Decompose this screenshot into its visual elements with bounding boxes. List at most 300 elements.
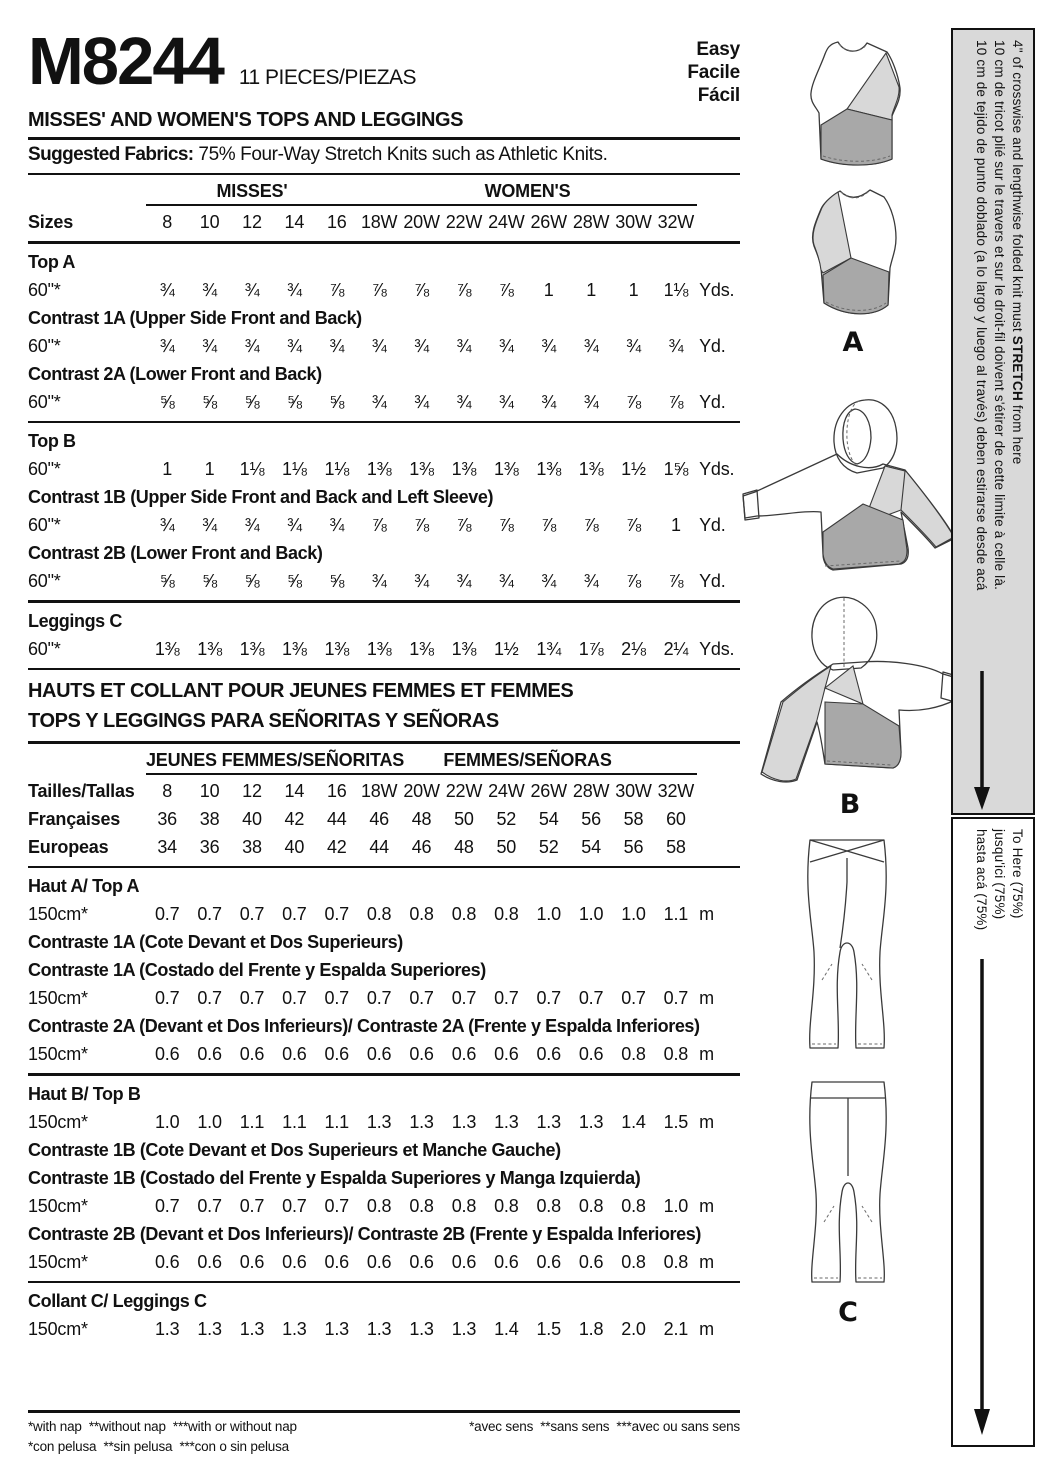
yardage-value: 2⅛ <box>621 638 646 659</box>
garment-section-heading: Top A <box>28 251 75 272</box>
yardage-unit: m <box>699 988 714 1008</box>
yardage-value: 1.3 <box>409 1319 434 1339</box>
yardage-value: 0.6 <box>494 1251 519 1272</box>
yardage-value: 0.7 <box>324 904 349 924</box>
divider <box>28 421 740 424</box>
yardage-value: ⅞ <box>414 279 429 300</box>
yardage-value: 1⅜ <box>154 638 180 659</box>
yardage-value: 1.3 <box>451 1111 477 1132</box>
yardage-value: 1⅜ <box>451 638 477 659</box>
yardage-value: 2.0 <box>621 1319 646 1339</box>
yardage-value: 1.3 <box>282 1319 307 1339</box>
yardage-value: 1.3 <box>536 1111 561 1132</box>
yardage-value: 0.6 <box>154 1251 180 1272</box>
yardage-value: ¾ <box>414 571 429 591</box>
yardage-value: ⅝ <box>329 571 345 591</box>
yardage-value: ¾ <box>329 335 345 356</box>
size-row <box>28 833 740 861</box>
yardage-value: ¾ <box>541 335 557 356</box>
yardage-row <box>28 332 740 360</box>
yardage-value: 1⅜ <box>536 459 562 479</box>
yardage-value: ¾ <box>414 391 429 412</box>
yardage-row <box>28 388 740 416</box>
yardage-row <box>28 1192 740 1220</box>
yardage-value: 0.7 <box>197 1195 222 1216</box>
size-row <box>28 805 740 833</box>
size-value: 18W <box>360 780 398 801</box>
yardage-value: ¾ <box>202 335 217 356</box>
yardage-value: 0.7 <box>154 988 180 1008</box>
size-value: 40 <box>242 808 262 829</box>
yardage-value: 0.7 <box>282 988 307 1008</box>
garment-section-heading: Collant C/ Leggings C <box>28 1291 207 1311</box>
size-value: 10 <box>199 212 220 232</box>
garment-section-heading: Leggings C <box>28 610 122 631</box>
yardage-value: 0.6 <box>494 1044 519 1064</box>
figure-label-b: B <box>839 789 861 820</box>
yardage-value: 0.8 <box>663 1251 689 1272</box>
size-value: 14 <box>284 780 305 801</box>
yardage-value: ¾ <box>244 515 260 535</box>
yardage-value: ¾ <box>202 279 217 300</box>
size-value: 48 <box>454 836 474 857</box>
yardage-value: ⅝ <box>159 571 175 591</box>
yardage-value: ⅞ <box>668 391 684 412</box>
size-value: 54 <box>538 808 559 829</box>
yardage-value: ⅝ <box>244 391 260 412</box>
yardage-value: 0.8 <box>536 1195 561 1216</box>
yardage-value: 1.1 <box>663 904 689 924</box>
size-value: 42 <box>326 836 347 857</box>
yardage-value: 0.6 <box>154 1044 180 1064</box>
yardage-value: 1.4 <box>621 1111 646 1132</box>
yardage-table-metric <box>28 748 740 1344</box>
yardage-value: 2¼ <box>663 638 689 659</box>
to-here-text <box>953 819 1033 984</box>
garment-section-heading: Contraste 1B (Costado del Frente y Espalda Superiores y Manga Izquierda) <box>28 1167 641 1188</box>
size-value: 36 <box>157 808 177 829</box>
fabric-width-label: 60"* <box>28 459 61 479</box>
yardage-value: 1⅜ <box>239 638 265 659</box>
top-a-illustration <box>782 30 924 322</box>
yardage-value: ⅞ <box>498 279 514 300</box>
yardage-value: 0.6 <box>536 1044 561 1064</box>
yardage-value: 1.3 <box>197 1319 222 1339</box>
leggings-c-illustration <box>766 830 930 1292</box>
yardage-value: ¾ <box>159 335 175 356</box>
yardage-value: 0.7 <box>282 1195 307 1216</box>
footnote-english: *with nap **without nap ***with or without nap <box>28 1418 297 1434</box>
fabric-width-label: 60"* <box>28 335 61 356</box>
yardage-value: 0.8 <box>409 904 434 924</box>
yardage-value: ⅞ <box>498 515 514 535</box>
fabric-width-label: 150cm* <box>28 1319 88 1339</box>
yardage-value: ¾ <box>498 571 514 591</box>
garment-section-heading: Contrast 2A (Lower Front and Back) <box>28 363 322 384</box>
divider <box>28 241 740 244</box>
yardage-value: 0.8 <box>451 1195 477 1216</box>
yardage-value: 0.7 <box>578 988 604 1008</box>
stretch-from-arrow-icon <box>973 671 991 811</box>
garment-section-heading: Contraste 1A (Cote Devant et Dos Superieurs) <box>28 932 403 952</box>
size-group-label: FEMMES/SEÑORAS <box>358 748 697 775</box>
yardage-value: 1⅜ <box>324 638 350 659</box>
divider <box>28 1073 740 1076</box>
yardage-value: 0.7 <box>409 988 434 1008</box>
to-here-box <box>951 817 1035 1447</box>
size-value: 46 <box>411 836 432 857</box>
yardage-value: 1¾ <box>536 638 562 659</box>
size-value: 20W <box>403 212 440 232</box>
size-value: 58 <box>666 836 686 857</box>
divider <box>28 1281 740 1284</box>
size-value: 56 <box>581 808 601 829</box>
yardage-value: 1.0 <box>578 904 604 924</box>
yardage-value: ¾ <box>244 335 260 356</box>
garment-section-heading: Haut B/ Top B <box>28 1083 141 1104</box>
page-title: MISSES' AND WOMEN'S TOPS AND LEGGINGS <box>28 109 464 131</box>
size-value: 54 <box>581 836 601 857</box>
title-spanish: TOPS Y LEGGINGS PARA SEÑORITAS Y SEÑORAS <box>28 710 499 732</box>
garment-section-heading: Contrast 1A (Upper Side Front and Back) <box>28 307 362 328</box>
yardage-value: 0.6 <box>578 1251 604 1272</box>
figure-label-a: A <box>842 327 864 358</box>
yardage-row <box>28 455 740 483</box>
figure-leggings-c <box>766 830 930 1328</box>
divider <box>28 668 740 671</box>
yardage-value: 0.6 <box>239 1251 265 1272</box>
garment-section-heading: Top B <box>28 431 76 451</box>
stretch-instruction-box <box>951 28 1035 815</box>
size-value: 40 <box>284 836 305 857</box>
yardage-value: 0.7 <box>324 1195 349 1216</box>
yardage-value: 0.7 <box>451 988 477 1008</box>
size-value: 24W <box>488 212 525 232</box>
yardage-value: 0.7 <box>663 988 689 1008</box>
divider <box>28 1410 740 1413</box>
yardage-row <box>28 276 740 304</box>
yardage-value: ⅝ <box>329 391 345 412</box>
yardage-value: 1⅛ <box>663 279 689 300</box>
yardage-value: 1⅛ <box>324 459 350 479</box>
yardage-value: 1⅜ <box>197 638 222 659</box>
yardage-value: 1.3 <box>324 1319 349 1339</box>
garment-section-heading: Contrast 1B (Upper Side Front and Back and Left Sleeve) <box>28 487 494 507</box>
yardage-row <box>28 635 740 663</box>
yardage-unit: m <box>699 904 714 924</box>
yardage-unit: m <box>699 1195 714 1216</box>
yardage-value: 0.7 <box>282 904 307 924</box>
fabrics-text: 75% Four-Way Stretch Knits such as Athletic Knits. <box>193 143 608 165</box>
yardage-value: 1.0 <box>663 1195 689 1216</box>
size-value: 58 <box>623 808 644 829</box>
yardage-value: ¾ <box>329 515 345 535</box>
figure-label-c: C <box>838 1297 858 1328</box>
yardage-unit: m <box>699 1044 714 1064</box>
yardage-value: ¾ <box>244 279 260 300</box>
yardage-value: 1.5 <box>536 1319 561 1339</box>
suggested-fabrics <box>28 144 740 166</box>
yardage-value: 1⅜ <box>282 638 307 659</box>
yardage-value: ¾ <box>371 335 387 356</box>
yardage-value: 1⅜ <box>366 638 392 659</box>
yardage-value: 1.3 <box>366 1319 392 1339</box>
yardage-value: 0.8 <box>621 1195 646 1216</box>
yardage-value: 0.6 <box>197 1044 222 1064</box>
yardage-value: ⅞ <box>541 515 557 535</box>
yardage-value: 1⅞ <box>578 638 604 659</box>
yardage-value: ⅞ <box>626 391 641 412</box>
size-value: 16 <box>326 212 347 232</box>
size-value: 14 <box>284 212 305 232</box>
yardage-value: ¾ <box>159 515 175 535</box>
yardage-value: ¾ <box>202 515 217 535</box>
yardage-value: 0.6 <box>409 1251 434 1272</box>
yardage-value: ⅞ <box>456 279 472 300</box>
yardage-value: 0.7 <box>366 988 392 1008</box>
difficulty-es: Fácil <box>697 85 740 106</box>
footnote-french: *avec sens **sans sens ***avec ou sans sens <box>469 1418 740 1434</box>
yardage-value: 0.8 <box>494 1195 519 1216</box>
divider <box>28 600 740 603</box>
garment-section-heading: Contrast 2B (Lower Front and Back) <box>28 543 323 563</box>
yardage-value: ⅝ <box>286 391 302 412</box>
yardage-value: 0.6 <box>451 1251 477 1272</box>
yardage-unit: Yds. <box>699 638 735 659</box>
figure-top-a <box>782 30 924 358</box>
size-value: 50 <box>454 808 474 829</box>
fabric-width-label: 60"* <box>28 638 61 659</box>
to-here-es: hasta acá (75%) <box>974 829 989 931</box>
yardage-value: 0.8 <box>409 1195 434 1216</box>
yardage-value: ¾ <box>371 571 387 591</box>
fabric-width-label: 150cm* <box>28 904 88 924</box>
yardage-value: 1⅝ <box>663 459 689 479</box>
size-value: 8 <box>162 780 173 801</box>
yardage-value: 1.0 <box>621 904 646 924</box>
yardage-value: ⅝ <box>286 571 302 591</box>
size-value: 24W <box>488 780 525 801</box>
footnotes <box>28 1405 740 1457</box>
size-value: 30W <box>615 212 652 232</box>
yardage-value: ¾ <box>583 571 599 591</box>
size-value: 22W <box>445 212 483 232</box>
fabric-width-label: 60"* <box>28 391 61 412</box>
divider <box>28 741 740 744</box>
yardage-value: 1 <box>543 279 554 300</box>
yardage-unit: m <box>699 1111 714 1132</box>
yardage-value: 0.7 <box>197 988 222 1008</box>
yardage-value: 0.6 <box>324 1044 349 1064</box>
difficulty-labels <box>687 24 740 107</box>
yardage-value: 1.3 <box>409 1111 434 1132</box>
yardage-value: ¾ <box>414 335 429 356</box>
size-group-label: WOMEN'S <box>358 179 697 206</box>
yardage-value: 1⅜ <box>409 459 434 479</box>
yardage-value: 0.8 <box>621 1044 646 1064</box>
size-value: 12 <box>242 780 262 801</box>
garment-section-heading: Contraste 1A (Costado del Frente y Espalda Superiores) <box>28 960 486 980</box>
yardage-value: ⅝ <box>159 391 175 412</box>
yardage-value: ¾ <box>159 279 175 300</box>
fabric-width-label: 150cm* <box>28 1251 88 1272</box>
yardage-value: 1⅜ <box>409 638 434 659</box>
yardage-unit: Yds. <box>699 279 735 300</box>
yardage-value: 1⅜ <box>578 459 604 479</box>
yardage-value: 1.0 <box>154 1111 180 1132</box>
yardage-unit: Yd. <box>699 391 726 412</box>
yardage-unit: Yd. <box>699 515 726 535</box>
difficulty-en: Easy <box>696 39 740 60</box>
garment-section-heading: Haut A/ Top A <box>28 876 140 896</box>
yardage-value: 0.8 <box>366 904 392 924</box>
yardage-row <box>28 1040 740 1068</box>
yardage-table-imperial <box>28 179 740 670</box>
divider <box>28 173 740 176</box>
size-value: 44 <box>369 836 389 857</box>
yardage-value: ¾ <box>583 391 599 412</box>
stretch-gauge-sidebar <box>951 28 1035 1449</box>
yardage-row <box>28 1248 740 1276</box>
yardage-value: 1.3 <box>578 1111 604 1132</box>
yardage-value: 0.6 <box>409 1044 434 1064</box>
yardage-value: 0.7 <box>536 988 561 1008</box>
size-value: 28W <box>572 780 610 801</box>
yardage-value: 0.7 <box>324 988 349 1008</box>
size-value: 28W <box>572 212 610 232</box>
yardage-value: 0.6 <box>282 1251 307 1272</box>
size-value: 22W <box>445 780 483 801</box>
title-french: HAUTS ET COLLANT POUR JEUNES FEMMES ET FEMMES <box>28 680 574 702</box>
yardage-unit: m <box>699 1251 714 1272</box>
yardage-value: 0.7 <box>239 988 265 1008</box>
size-row <box>28 208 740 236</box>
yardage-value: 0.6 <box>239 1044 265 1064</box>
footnote-spanish: *con pelusa **sin pelusa ***con o sin pelusa <box>28 1438 289 1454</box>
yardage-value: 1½ <box>621 459 646 479</box>
size-group-label: MISSES' <box>146 179 358 206</box>
yardage-value: 1⅛ <box>239 459 265 479</box>
yardage-value: 0.8 <box>494 904 519 924</box>
yardage-value: ⅞ <box>329 279 345 300</box>
yardage-value: 1.3 <box>154 1319 180 1339</box>
yardage-value: 1½ <box>494 638 519 659</box>
yardage-value: ¾ <box>456 391 472 412</box>
yardage-value: 1.4 <box>494 1319 519 1339</box>
yardage-value: ⅞ <box>626 571 641 591</box>
size-value: 38 <box>199 808 220 829</box>
yardage-value: ⅞ <box>414 515 429 535</box>
yardage-value: 0.6 <box>578 1044 604 1064</box>
difficulty-fr: Facile <box>687 62 740 83</box>
yardage-value: 1.3 <box>366 1111 392 1132</box>
size-value: 12 <box>242 212 262 232</box>
size-value: 42 <box>284 808 305 829</box>
yardage-value: 1⅛ <box>282 459 307 479</box>
size-row-label: Françaises <box>28 808 121 829</box>
size-value: 48 <box>411 808 432 829</box>
fabric-width-label: 150cm* <box>28 1044 88 1064</box>
yardage-unit: Yd. <box>699 571 726 591</box>
yardage-value: ¾ <box>668 335 684 356</box>
yardage-value: ¾ <box>286 279 302 300</box>
size-row-label: Tailles/Tallas <box>28 780 135 801</box>
yardage-value: ¾ <box>498 391 514 412</box>
yardage-value: ¾ <box>626 335 641 356</box>
yardage-value: ¾ <box>583 335 599 356</box>
yardage-value: 0.7 <box>239 904 265 924</box>
yardage-value: 1.0 <box>536 904 561 924</box>
yardage-value: 1.1 <box>324 1111 349 1132</box>
size-value: 20W <box>403 780 440 801</box>
yardage-value: ⅝ <box>244 571 260 591</box>
yardage-value: ⅞ <box>583 515 599 535</box>
yardage-value: ¾ <box>541 391 557 412</box>
yardage-value: 0.6 <box>324 1251 349 1272</box>
yardage-row <box>28 984 740 1012</box>
top-b-illustration <box>733 392 967 784</box>
yardage-value: 0.8 <box>578 1195 604 1216</box>
size-value: 50 <box>496 836 517 857</box>
yardage-value: 1.3 <box>451 1319 477 1339</box>
size-value: 16 <box>326 780 347 801</box>
size-row <box>28 777 740 805</box>
yardage-value: 1.8 <box>578 1319 604 1339</box>
yardage-value: ⅝ <box>202 571 217 591</box>
size-value: 52 <box>538 836 559 857</box>
stretch-text-es: 10 cm de tejido de punto doblado (a lo largo y luego al través) deben estirarse desde acá <box>974 40 989 591</box>
yardage-value: 1 <box>162 459 173 479</box>
yardage-value: 1⅜ <box>494 459 519 479</box>
size-value: 30W <box>615 780 652 801</box>
yardage-value: ⅞ <box>668 571 684 591</box>
yardage-unit: Yd. <box>699 335 726 356</box>
yardage-value: 0.8 <box>621 1251 646 1272</box>
yardage-unit: Yds. <box>699 459 735 479</box>
yardage-row <box>28 900 740 928</box>
size-value: 44 <box>326 808 347 829</box>
divider <box>28 137 740 140</box>
yardage-unit: m <box>699 1319 714 1339</box>
size-value: 38 <box>242 836 262 857</box>
yardage-value: 1.0 <box>197 1111 222 1132</box>
garment-section-heading: Contraste 2B (Devant et Dos Inferieurs)/ Contraste 2B (Frente y Espalda Inferiores) <box>28 1223 701 1244</box>
yardage-value: 1.5 <box>663 1111 689 1132</box>
yardage-value: 1.1 <box>239 1111 265 1132</box>
yardage-value: ⅞ <box>371 515 387 535</box>
fabric-width-label: 60"* <box>28 515 61 535</box>
yardage-value: 1 <box>586 279 596 300</box>
size-row-label: Sizes <box>28 212 74 232</box>
yardage-value: ⅞ <box>626 515 641 535</box>
stretch-instruction-text <box>953 30 1033 813</box>
size-value: 36 <box>199 836 220 857</box>
size-value: 10 <box>199 780 220 801</box>
yardage-row <box>28 567 740 595</box>
yardage-value: 0.7 <box>154 1195 180 1216</box>
yardage-value: 1.1 <box>282 1111 307 1132</box>
yardage-value: 0.7 <box>494 988 519 1008</box>
size-row-label: Europeas <box>28 836 109 857</box>
fabric-width-label: 150cm* <box>28 1195 88 1216</box>
yardage-value: ¾ <box>286 515 302 535</box>
size-value: 46 <box>369 808 389 829</box>
main-column <box>28 24 740 1343</box>
garment-section-heading: Contraste 1B (Cote Devant et Dos Superieurs et Manche Gauche) <box>28 1139 561 1160</box>
size-value: 32W <box>657 212 695 232</box>
stretch-text-fr: 10 cm de tricot plié sur le travers et sur le droit-fil doivent s'étirer de cette limite à celle là. <box>992 40 1007 591</box>
divider <box>28 866 740 869</box>
